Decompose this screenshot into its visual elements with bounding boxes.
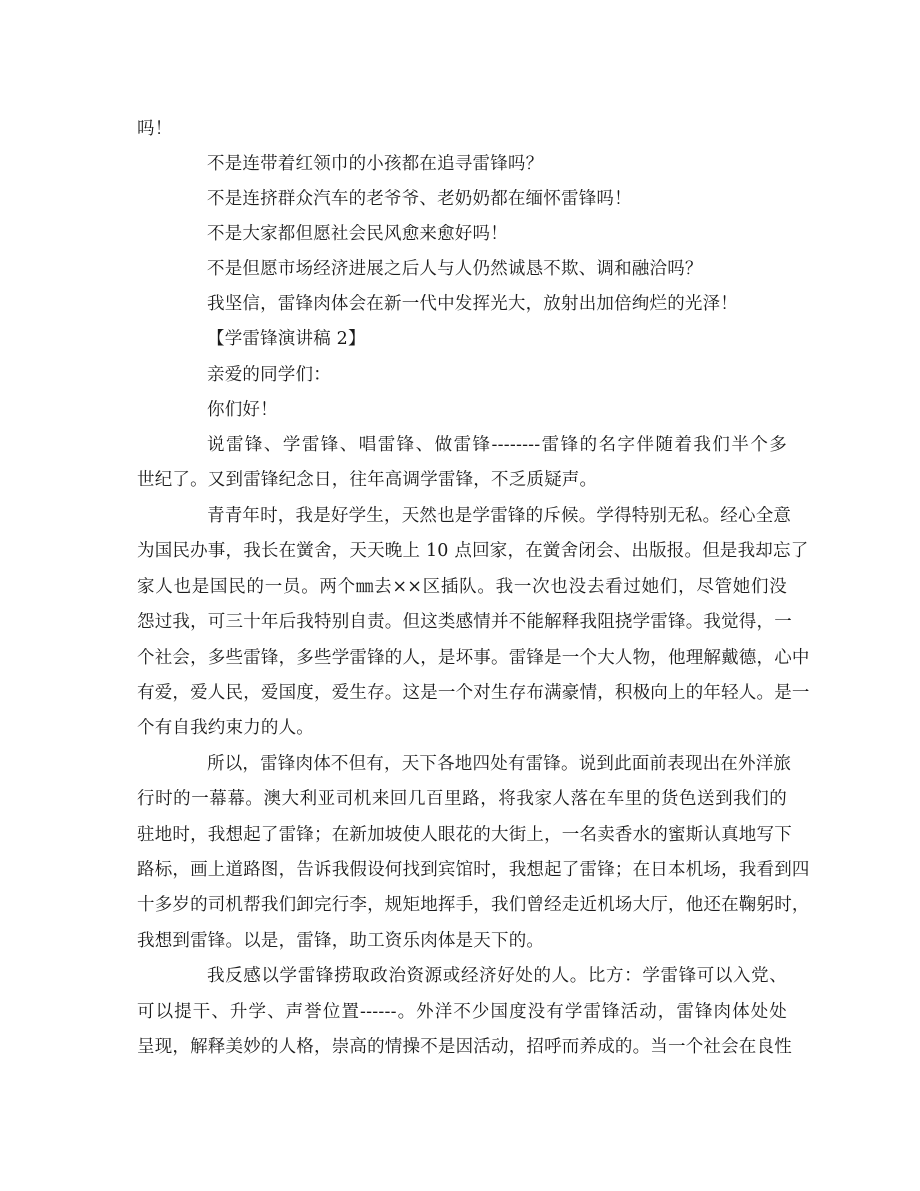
paragraph-line: 为国民办事，我长在黉舍，天天晚上 10 点回家，在黉舍闭会、出版报。但是我却忘了: [137, 541, 809, 561]
paragraph-line: 个有自我约束力的人。: [137, 718, 314, 738]
greeting-line: 亲爱的同学们：: [207, 365, 331, 385]
paragraph-line: 路标，画上道路图，告诉我假设何找到宾馆时，我想起了雷锋；在日本机场，我看到四: [137, 860, 810, 880]
paragraph-line: 青青年时，我是好学生，天然也是学雷锋的斥候。学得特别无私。经心全意: [207, 506, 792, 526]
paragraph-line: 行时的一幕幕。澳大利亚司机来回几百里路，将我家人落在车里的货色送到我们的: [137, 789, 787, 809]
paragraph-line: 我反感以学雷锋捞取政治资源或经济好处的人。比方：学雷锋可以入党、: [207, 966, 787, 986]
paragraph-line: 有爱，爱人民，爱国度，爱生存。这是一个对生存布满豪情，积极向上的年轻人。是一: [137, 683, 810, 703]
paragraph-line: 世纪了。又到雷锋纪念日，往年高调学雷锋，不乏质疑声。: [137, 470, 598, 490]
text-line: 不是大家都但愿社会民风愈来愈好吗！: [207, 224, 508, 244]
paragraph-line: 个社会，多些雷锋，多些学雷锋的人，是坏事。雷锋是一个大人物，他理解戴德，心中: [137, 648, 810, 668]
paragraph-line: 所以，雷锋肉体不但有，天下各地四处有雷锋。说到此面前表现出在外洋旅: [207, 754, 792, 774]
paragraph-line: 我想到雷锋。以是，雷锋，助工资乐肉体是天下的。: [137, 931, 545, 951]
text-line: 我坚信，雷锋肉体会在新一代中发挥光大，放射出加倍绚烂的光泽！: [207, 294, 738, 314]
paragraph-line: 怨过我，可三十年后我特别自责。但这类感情并不能解释我阻挠学雷锋。我觉得，一: [137, 612, 792, 632]
paragraph-line: 家人也是国民的一员。两个㎜去××区插队。我一次也没去看过她们，尽管她们没: [137, 577, 787, 597]
paragraph-line: 说雷锋、学雷锋、唱雷锋、做雷锋--------雷锋的名字伴随着我们半个多: [207, 435, 787, 455]
paragraph-line: 呈现，解释美妙的人格，崇高的情操不是因活动，招呼而养成的。当一个社会在良性: [137, 1037, 792, 1057]
text-line: 不是连带着红领巾的小孩都在追寻雷锋吗？: [207, 154, 544, 174]
greeting-line: 你们好！: [207, 400, 278, 420]
text-line: 不是连挤群众汽车的老爷爷、老奶奶都在缅怀雷锋吗！: [207, 189, 632, 209]
paragraph-line: 驻地时，我想起了雷锋；在新加坡使人眼花的大街上，一名卖香水的蜜斯认真地写下: [137, 825, 792, 845]
section-heading: 【学雷锋演讲稿 2】: [207, 329, 366, 349]
text-line: 吗！: [137, 119, 173, 139]
text-line: 不是但愿市场经济进展之后人与人仍然诚恳不欺、调和融洽吗？: [207, 259, 703, 279]
paragraph-line: 可以提干、升学、声誉位置------。外洋不少国度没有学雷锋活动，雷锋肉体处处: [137, 1002, 787, 1022]
paragraph-line: 十多岁的司机帮我们卸完行李，规矩地挥手，我们曾经走近机场大厅，他还在鞠躬时，: [137, 895, 810, 915]
